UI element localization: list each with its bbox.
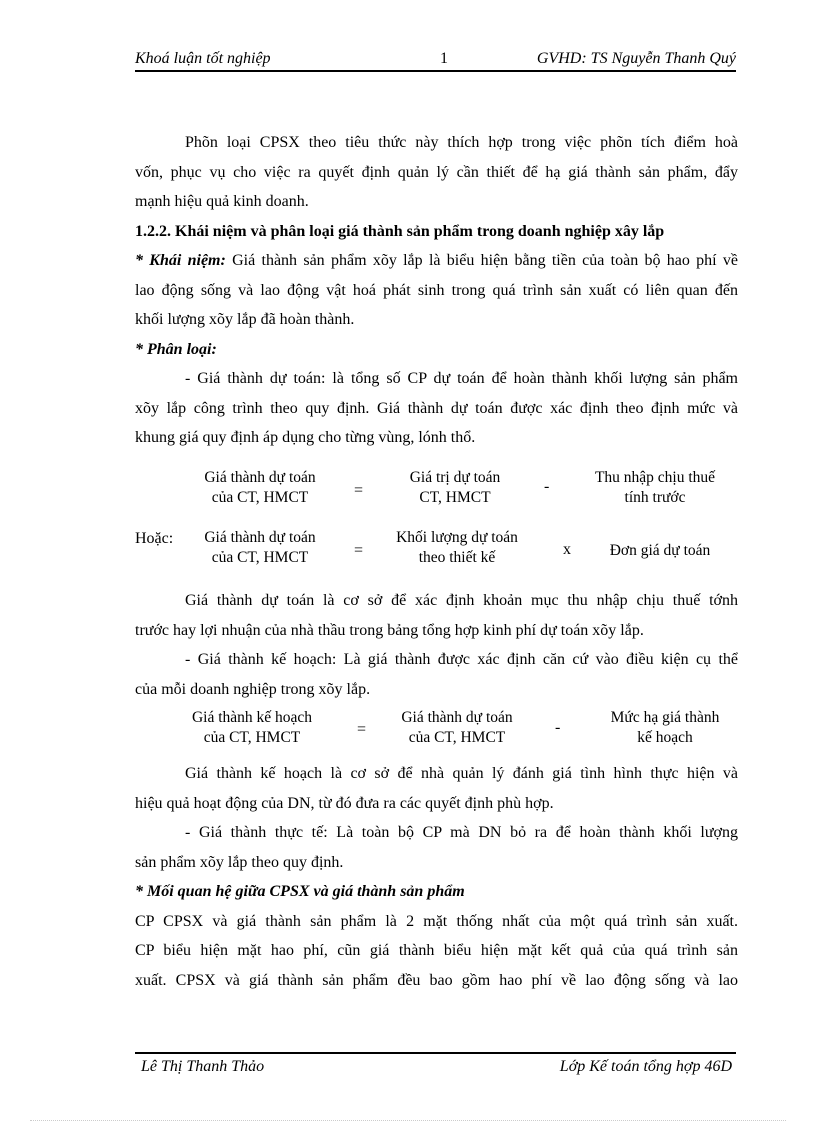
- formula-term-a: [180, 468, 340, 508]
- text-line: - Giá thành dự toán: là tổng số CP dự toán để hoàn thành khối lượng sản phẩm: [185, 370, 738, 387]
- text-line: hiệu quả hoạt động của DN, từ đó đưa ra các quyết định phù hợp.: [135, 794, 554, 812]
- header-page-number: 1: [440, 50, 448, 67]
- page-header: [135, 48, 736, 72]
- formula-term-b: [382, 708, 532, 748]
- page-bottom-divider: [30, 1120, 786, 1121]
- text-line: mạnh hiệu quả kinh doanh.: [135, 193, 309, 210]
- term-line: của CT, HMCT: [203, 729, 301, 746]
- minus-sign: -: [555, 719, 561, 736]
- paragraph-classification-summary: [135, 128, 738, 453]
- header-advisor: GVHD: TS Nguyễn Thanh Quý: [536, 50, 736, 67]
- text-line: trước hay lợi nhuận của nhà thầu trong bảng tổng hợp kinh phí dự toán xõy lắp.: [135, 621, 644, 639]
- term-line: của CT, HMCT: [211, 549, 309, 566]
- term-line: Giá thành dự toán: [204, 469, 316, 486]
- text-line: vốn, phục vụ cho việc ra quyết định quản lý cần thiết để hạ giá thành sản phẩm, đẩy: [135, 163, 738, 181]
- definition-text: Giá thành sản phẩm xõy lắp là biểu hiện bằng tiền của toàn bộ hao phí về: [225, 252, 739, 269]
- formula-term-b: [385, 468, 525, 508]
- minus-sign: -: [544, 478, 550, 495]
- text-line: khối lượng xõy lắp đã hoàn thành.: [135, 311, 355, 328]
- equals-sign: =: [357, 721, 367, 738]
- text-line: Phõn loại CPSX theo tiêu thức này thích hợp trong việc phõn tích điểm hoà: [185, 134, 738, 151]
- footer-author: Lê Thị Thanh Thảo: [141, 1058, 265, 1075]
- term-line: của CT, HMCT: [408, 729, 506, 746]
- definition-label: * Khái niệm:: [135, 252, 226, 269]
- text-line: lao động sống và lao động vật hoá phát sinh trong quá trình sản xuất có liên quan đến: [135, 281, 738, 299]
- term-line: Thu nhập chịu thuế: [594, 469, 716, 486]
- term-line: Khối lượng dự toán: [396, 529, 518, 546]
- paragraph-actual-cost-and-relation: [135, 759, 738, 995]
- formula-term-c: [585, 708, 745, 748]
- text-line: sản phẩm xõy lắp theo quy định.: [135, 853, 344, 871]
- term-line: Giá trị dự toán: [409, 469, 501, 486]
- term-line: Giá thành kế hoạch: [191, 709, 313, 726]
- text-line: xuất. CPSX và giá thành sản phẩm đều bao gồm hao phí về lao động sống và lao: [135, 971, 738, 989]
- term-line: của CT, HMCT: [211, 489, 309, 506]
- section-heading-1-2-2: 1.2.2. Khái niệm và phân loại giá thành sản phẩm trong doanh nghiệp xây lắp: [135, 222, 665, 240]
- equals-sign: =: [354, 482, 364, 499]
- formula-term-a: [180, 528, 340, 568]
- relation-heading: * Mối quan hệ giữa CPSX và giá thành sản phẩm: [135, 883, 465, 900]
- definition-line: [135, 246, 738, 276]
- text-line: xõy lắp công trình theo quy định. Giá thành dự toán được xác định theo định mức và: [135, 399, 738, 417]
- header-thesis-title: Khoá luận tốt nghiệp: [135, 50, 271, 67]
- term-line: tính trước: [624, 489, 686, 506]
- text-line: - Giá thành kế hoạch: Là giá thành được xác định căn cứ vào điều kiện cụ thể: [185, 651, 738, 668]
- classification-label: * Phân loại:: [135, 340, 217, 358]
- term-line: CT, HMCT: [419, 489, 491, 506]
- multiply-sign: x: [563, 541, 571, 558]
- formula-prefix: Hoặc:: [135, 530, 174, 547]
- term-line: Giá thành dự toán: [204, 529, 316, 546]
- formula-term-c: Đơn giá dự toán: [609, 542, 711, 559]
- formula-term-c: [575, 468, 735, 508]
- term-line: theo thiết kế: [418, 549, 496, 566]
- formula-term-a: [172, 708, 332, 748]
- term-line: kế hoạch: [637, 729, 693, 746]
- text-line: - Giá thành thực tế: Là toàn bộ CP mà DN bỏ ra để hoàn thành khối lượng: [185, 824, 738, 841]
- text-line: CP CPSX và giá thành sản phẩm là 2 mặt thống nhất của một quá trình sản xuất.: [135, 912, 738, 930]
- text-line: khung giá quy định áp dụng cho từng vùng, lónh thổ.: [135, 429, 476, 446]
- text-line: Giá thành dự toán là cơ sở để xác định khoản mục thu nhập chịu thuế tớnh: [185, 592, 738, 609]
- equals-sign: =: [354, 542, 364, 559]
- text-line: CP biểu hiện mặt hao phí, cũn giá thành biểu hiện mặt kết quả của quá trình sản: [135, 942, 738, 959]
- page-footer: [135, 1052, 736, 1080]
- paragraph-estimated-vs-planned: [135, 586, 738, 704]
- text-line: Giá thành kế hoạch là cơ sở để nhà quản lý đánh giá tình hình thực hiện và: [185, 765, 738, 782]
- formula-term-b: [382, 528, 532, 568]
- term-line: Giá thành dự toán: [401, 709, 513, 726]
- footer-class: Lớp Kế toán tổng hợp 46D: [559, 1058, 732, 1075]
- term-line: Mức hạ giá thành: [610, 709, 720, 726]
- text-line: của mỗi doanh nghiệp trong xõy lắp.: [135, 680, 371, 698]
